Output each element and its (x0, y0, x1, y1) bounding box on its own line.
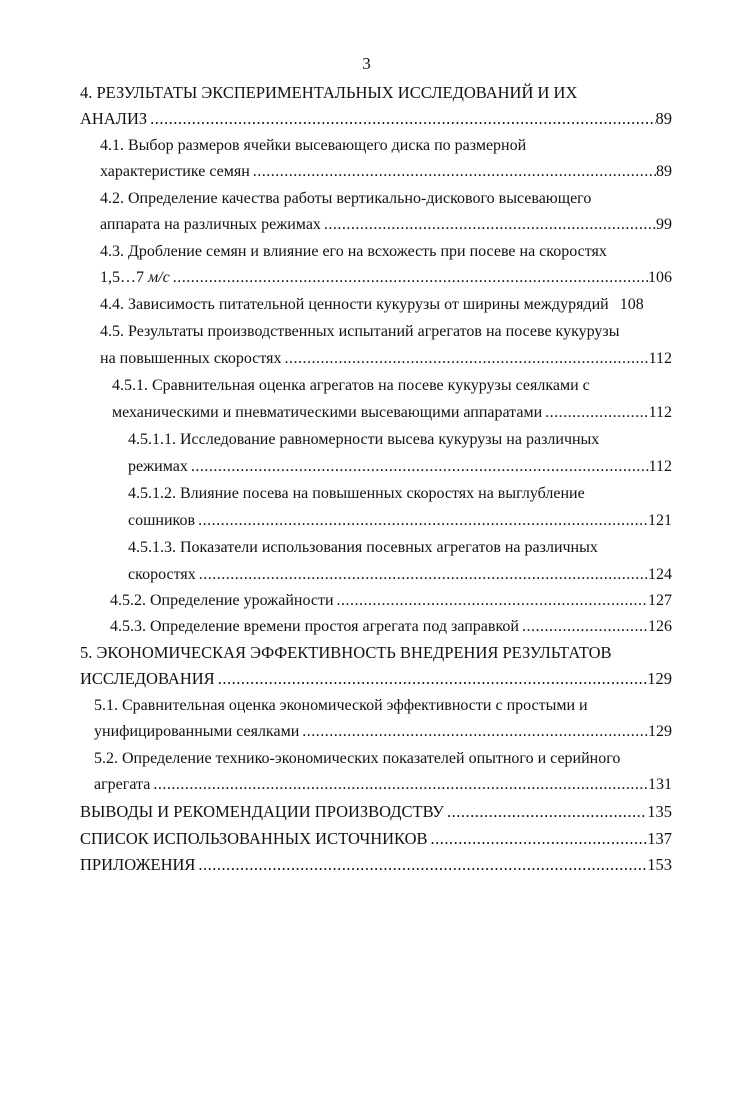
toc-page-number: 112 (648, 458, 672, 475)
leader-dots (250, 159, 656, 185)
toc-entry-4-3-line1: 4.3. Дробление семян и влияние его на всхожесть при посеве на скоростях (100, 243, 607, 260)
toc-entry-4-4[interactable] (100, 292, 672, 318)
toc-entry-4-5-1-1[interactable] (128, 454, 672, 480)
toc-page-number: 89 (656, 163, 672, 180)
toc-page-number: 129 (647, 669, 672, 688)
leader-dots (150, 772, 648, 798)
toc-entry-4-line1: 4. РЕЗУЛЬТАТЫ ЭКСПЕРИМЕНТАЛЬНЫХ ИССЛЕДОВАНИЙ И ИХ (80, 83, 578, 102)
toc-entry-4-5-line1: 4.5. Результаты производственных испытаний агрегатов на посеве кукурузы (100, 323, 620, 340)
toc-entry-4-5-1-line1: 4.5.1. Сравнительная оценка агрегатов на посеве кукурузы сеялками с (112, 377, 590, 394)
toc-entry-5-1-line1: 5.1. Сравнительная оценка экономической эффективности с простыми и (94, 697, 588, 714)
leader-dots (428, 826, 648, 852)
leader-dots (195, 508, 648, 534)
toc-page-number: 106 (648, 269, 672, 286)
leader-dots (542, 400, 648, 426)
toc-page-number: 108 (619, 296, 644, 313)
toc-entry-4-5-1-2-line1: 4.5.1.2. Влияние посева на повышенных скоростях на выглубление (128, 485, 585, 502)
page-number: 3 (362, 54, 371, 73)
leader-dots (215, 666, 648, 692)
leader-dots (196, 562, 648, 588)
speed-range: 1,5…7 (100, 269, 144, 286)
toc-entry-text: унифицированными сеялками (94, 723, 300, 740)
toc-entry-text: сошников (128, 512, 196, 529)
leader-dots (188, 454, 649, 480)
toc-page-number: 89 (655, 109, 672, 128)
toc-entry-4-1-line1: 4.1. Выбор размеров ячейки высевающего диска по размерной (100, 137, 527, 154)
toc-entry-text: скоростях (128, 566, 196, 583)
toc-entry-text (100, 265, 170, 291)
toc-entry-5-1[interactable] (94, 719, 672, 745)
leader-dots (334, 588, 649, 614)
toc-entry-text: ВЫВОДЫ И РЕКОМЕНДАЦИИ ПРОИЗВОДСТВУ (80, 802, 444, 821)
toc-page-number: 112 (648, 350, 672, 367)
toc-entry-5-line1: 5. ЭКОНОМИЧЕСКАЯ ЭФФЕКТИВНОСТЬ ВНЕДРЕНИЯ РЕЗУЛЬТАТОВ (80, 643, 612, 662)
toc-entry-4-5-1-2[interactable] (128, 508, 672, 534)
toc-entry-text: 4.5.2. Определение урожайности (110, 592, 334, 609)
toc-page-number: 131 (648, 776, 672, 793)
toc-entry-4-2-line1: 4.2. Определение качества работы вертикально-дискового высевающего (100, 190, 592, 207)
leader-dots (170, 265, 648, 291)
toc-entry-text: ИССЛЕДОВАНИЯ (80, 669, 215, 688)
toc-entry-text: 4.5.3. Определение времени простоя агрегата под заправкой (110, 618, 519, 635)
toc-page-number: 153 (647, 855, 672, 874)
toc-entry-text: АНАЛИЗ (80, 109, 148, 128)
leader-dots (519, 614, 648, 640)
toc-entry-4-2[interactable] (100, 212, 672, 238)
toc-page-number: 137 (647, 829, 672, 848)
toc-entry-5-2[interactable] (94, 772, 672, 798)
toc-entry-4-5-3[interactable] (110, 614, 672, 640)
toc-entry-references[interactable] (80, 826, 672, 852)
toc-entry-appendices[interactable] (80, 852, 672, 878)
toc-entry-text: аппарата на различных режимах (100, 216, 321, 233)
toc-entry-4-5-1-1-line1: 4.5.1.1. Исследование равномерности высева кукурузы на различных (128, 431, 600, 448)
toc-entry-4-5-1-3-line1: 4.5.1.3. Показатели использования посевных агрегатов на различных (128, 539, 598, 556)
toc-page-number: 127 (648, 592, 672, 609)
speed-unit: м/с (148, 269, 170, 286)
leader-dots (299, 719, 648, 745)
toc-page-number: 129 (648, 723, 672, 740)
toc-page-number: 99 (656, 216, 672, 233)
toc-entry-4[interactable] (80, 106, 672, 132)
toc-entry-4-5-1-3[interactable] (128, 562, 672, 588)
leader-dots (195, 852, 647, 878)
toc-page-number: 135 (647, 802, 672, 821)
toc-entry-text: характеристике семян (100, 163, 250, 180)
toc-entry-text: СПИСОК ИСПОЛЬЗОВАННЫХ ИСТОЧНИКОВ (80, 829, 428, 848)
toc-entry-conclusions[interactable] (80, 799, 672, 825)
toc-page-number: 124 (648, 566, 672, 583)
toc-entry-text: ПРИЛОЖЕНИЯ (80, 855, 196, 874)
leader-dots (321, 212, 656, 238)
toc-entry-4-5[interactable] (100, 346, 672, 372)
leader-dots (444, 799, 647, 825)
toc-entry-4-3[interactable] (100, 265, 672, 291)
toc-entry-5-2-line1: 5.2. Определение технико-экономических показателей опытного и серийного (94, 750, 621, 767)
toc-page-number: 112 (648, 404, 672, 421)
toc-entry-text: 4.4. Зависимость питательной ценности кукурузы от ширины междурядий (100, 296, 609, 313)
toc-page-number: 126 (648, 618, 672, 635)
toc-entry-text: агрегата (94, 776, 151, 793)
toc-entry-4-5-1[interactable] (112, 400, 672, 426)
toc-entry-text: режимах (128, 458, 188, 475)
toc-entry-text: механическими и пневматическими высевающими аппаратами (112, 404, 543, 421)
leader-dots (147, 106, 655, 132)
toc-entry-5[interactable] (80, 666, 672, 692)
toc-entry-text: на повышенных скоростях (100, 350, 282, 367)
toc-entry-4-1[interactable] (100, 159, 672, 185)
leader-dots (282, 346, 649, 372)
toc-entry-4-5-2[interactable] (110, 588, 672, 614)
toc-page-number: 121 (648, 512, 672, 529)
